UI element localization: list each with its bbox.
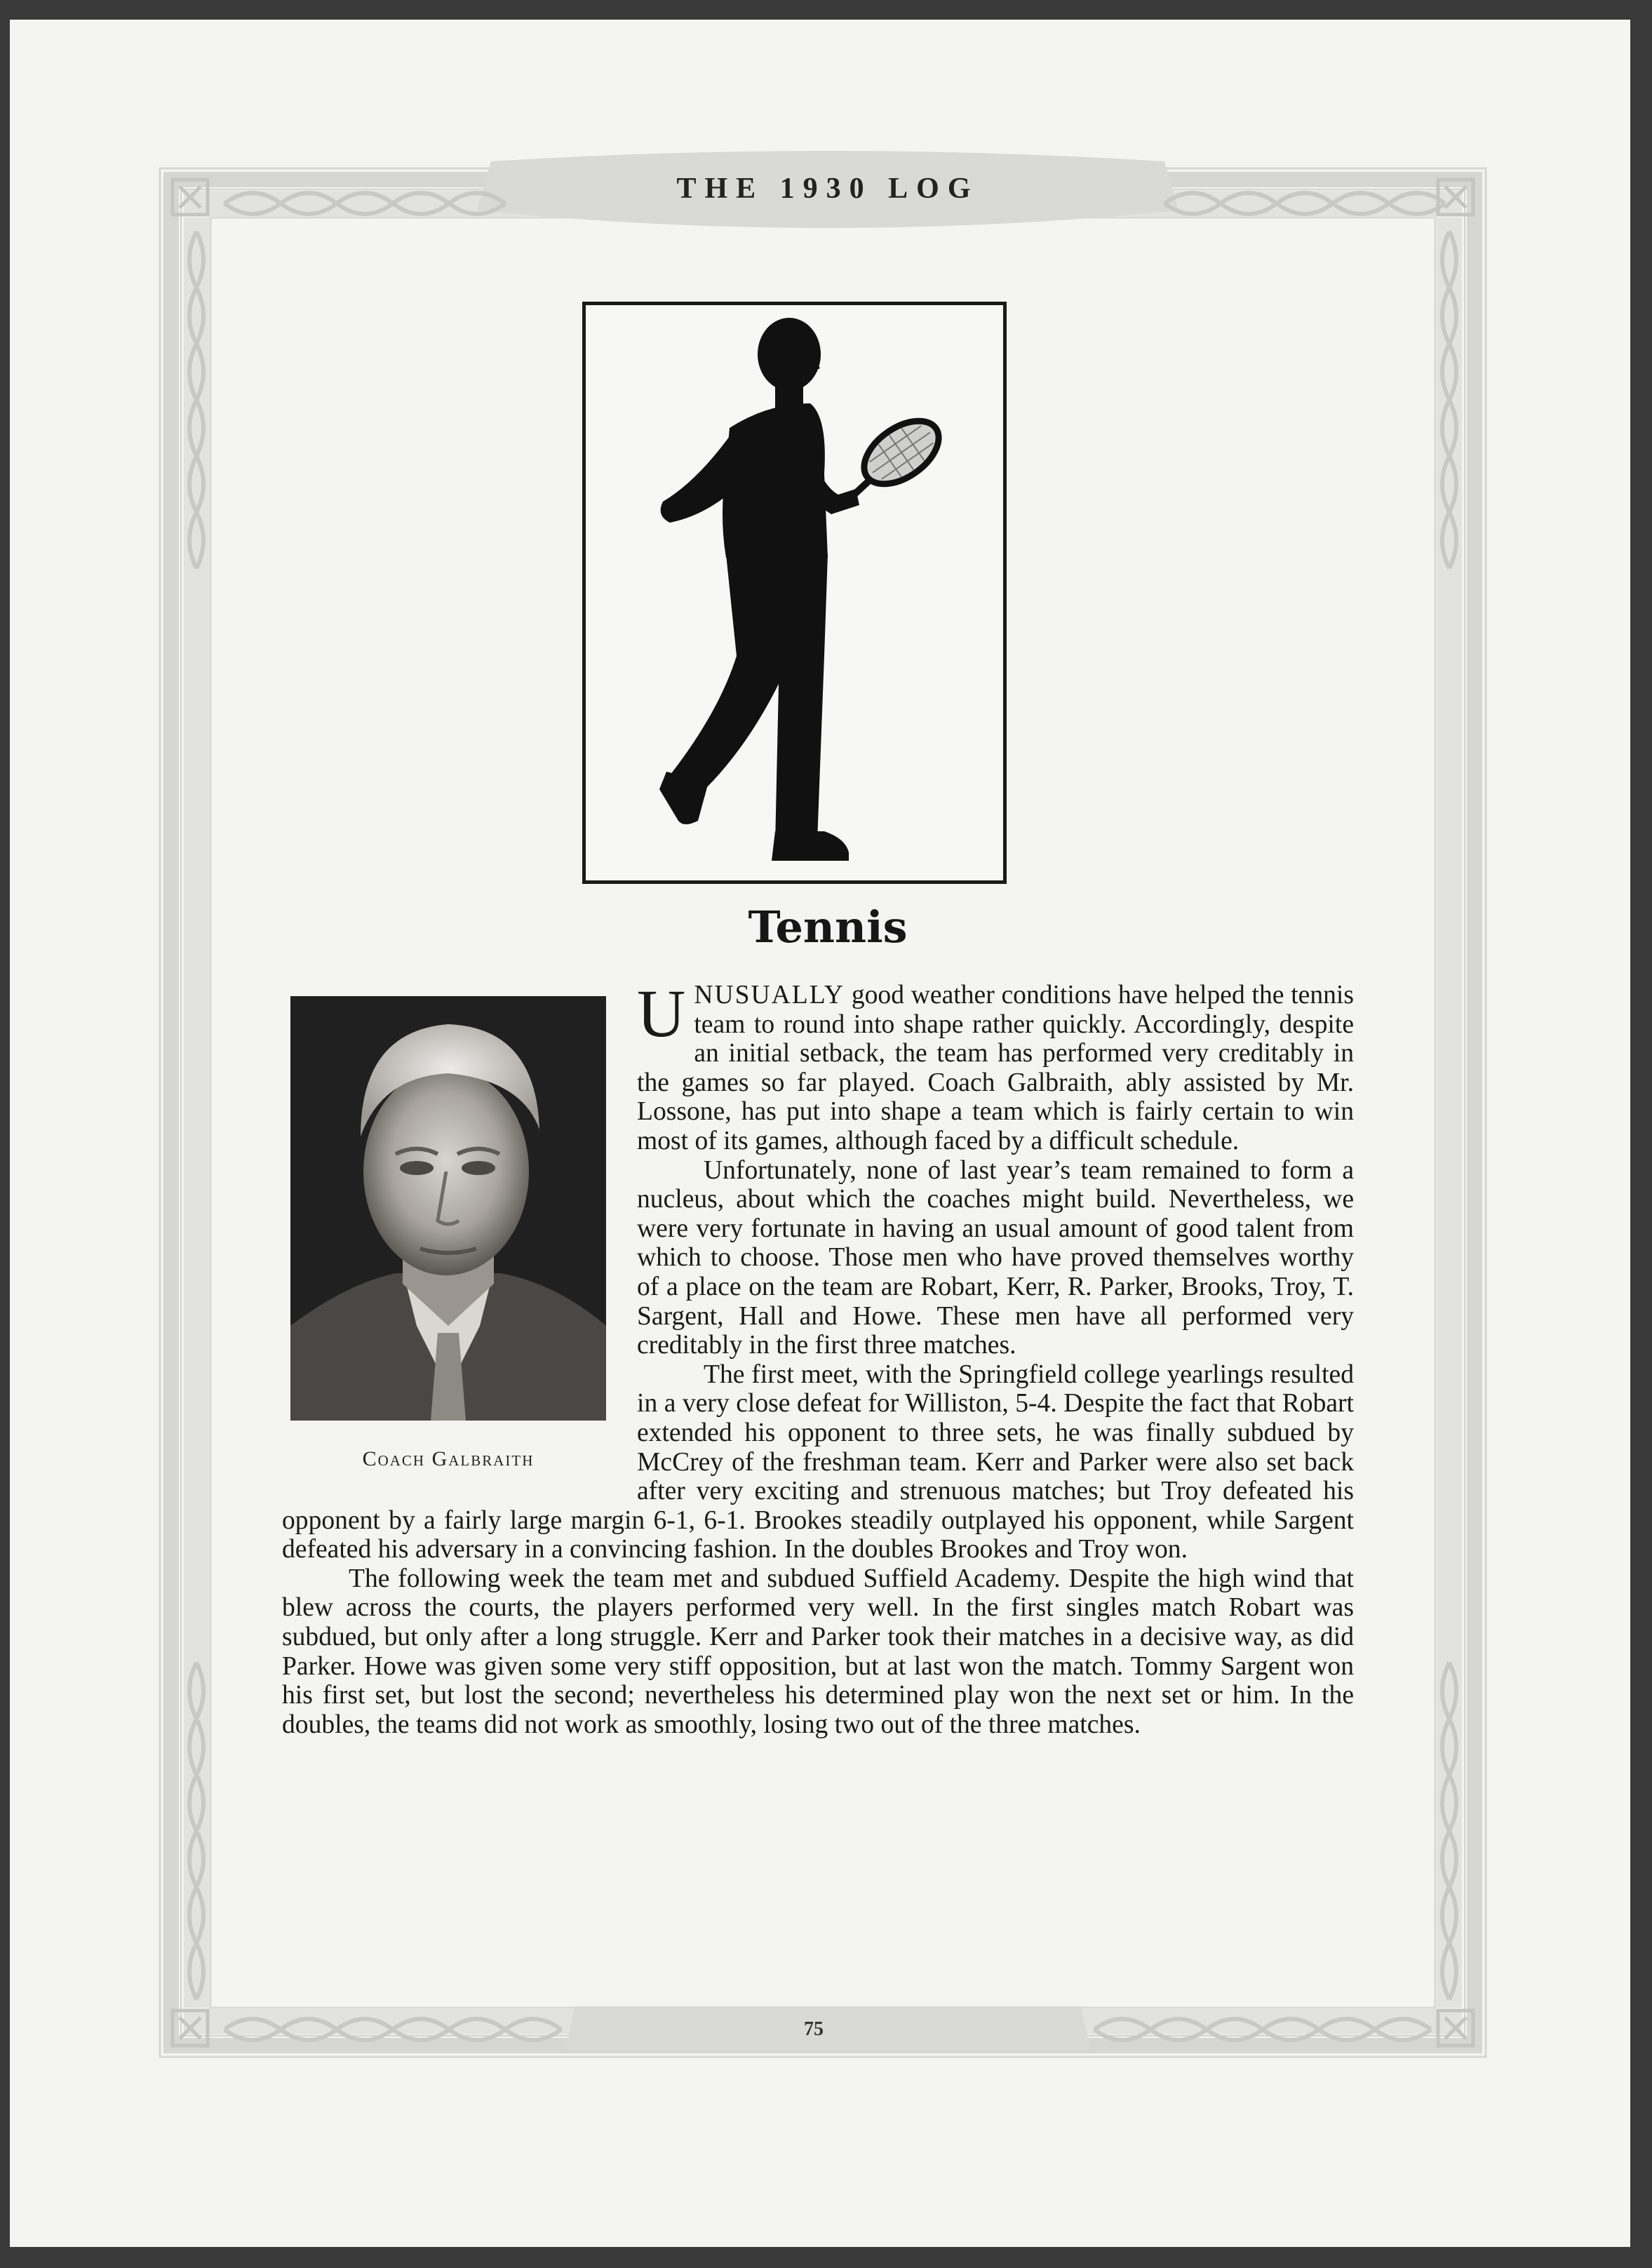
tennis-player-icon <box>586 305 1003 880</box>
paragraph-2: Unfortunately, none of last year’s team remained to form a nucleus, about which the coaches might build. Nevertheless, we were very fortunate in having an usual amount of good talent from which to choose. Those men who have proved themselves worthy of a place on the team are Robart, Kerr, R. Parker, Brooks, Troy, T. Sargent, Hall and Howe. These men have all performed very creditably in the first three matches. <box>637 1155 1354 1360</box>
portrait-caption: Coach Galbraith <box>362 1447 535 1470</box>
paragraph-4: The following week the team met and subdued Suffield Academy. Despite the high wind that blew across the courts, the players performed very well. In the first singles match Robart was subdued, but only after a long struggle. Kerr and Parker took their matches in a decisive way, as did Parker. Howe was given some very stiff opposition, but at last won the match. Tommy Sargent won his first set, but lost the second; nevertheless his determined play won the next set or him. In the doubles, the teams did not work as smoothly, losing two out of the three matches. <box>282 1564 1354 1739</box>
tennis-player-silhouette <box>582 302 1007 884</box>
section-title: Tennis <box>748 901 908 953</box>
portrait-spacer <box>282 981 637 1489</box>
paragraph-3: The first meet, with the Springfield college yearlings resulted in a very close defeat for Williston, 5-4. Despite the fact that Robart extended his opponent to three sets, he was finally subdued by McCrey of the freshman team. Kerr and Parker were also set back after very exciting and strenuous matches; but Troy defeated his opponent by a fairly large margin 6-1, 6-1. Brookes steadily outplayed his opponent, while Sargent defeated his adversary in a convincing fashion. In the doubles Brookes and Troy won. <box>282 1360 1354 1564</box>
article-body <box>282 976 1354 1739</box>
paragraph-1-text: good weather conditions have helped the tennis team to round into shape rather quickly. Accordingly, despite an initial setback, the team has performed very creditably in the games so far played. Coach Galbraith, ably assisted by Mr. Lossone, has put into shape a team which is fairly certain to win most of its games, although faced by a difficult schedule. <box>637 981 1354 1155</box>
page-number: 75 <box>804 2018 824 2040</box>
drop-cap: U <box>637 976 686 1051</box>
running-head: THE 1930 LOG <box>676 173 979 205</box>
lead-word: NUSUALLY <box>694 981 845 1009</box>
